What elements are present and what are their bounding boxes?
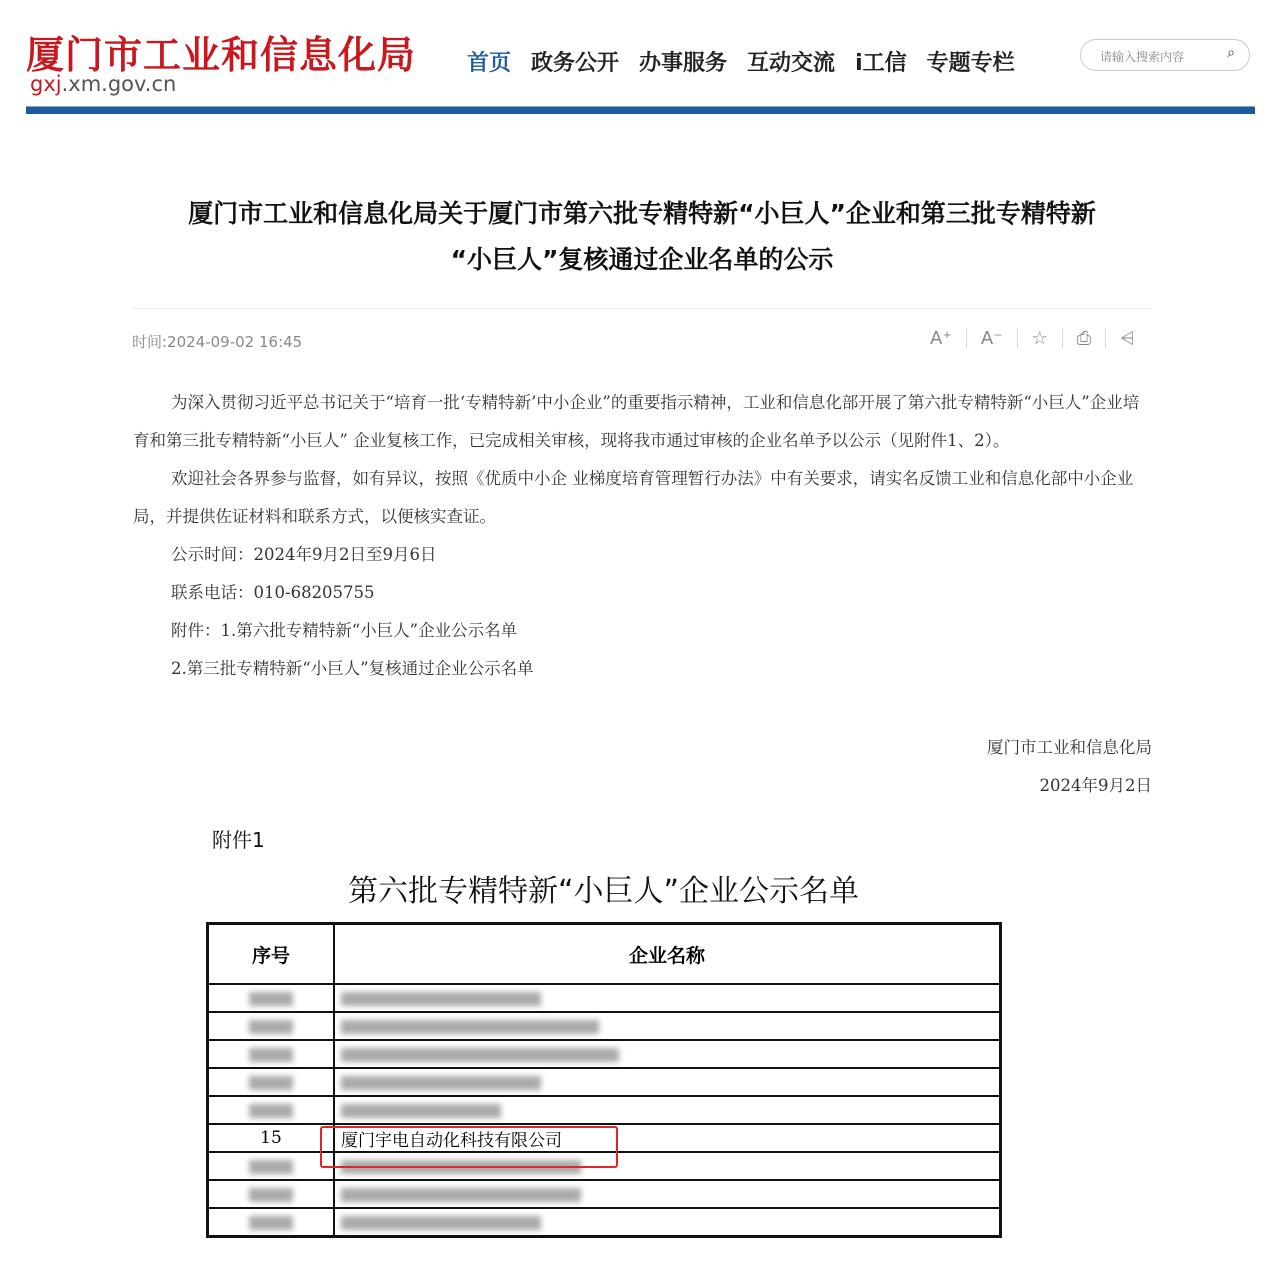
site-url: gxj.xm.gov.cn [30, 72, 177, 96]
signature: 厦门市工业和信息化局 [987, 738, 1152, 757]
attachment-label: 附件1 [212, 828, 265, 852]
paragraph: 2.第三批专精特新“小巨人”复核通过企业公示名单 [171, 659, 534, 678]
blurred-cell [249, 1020, 293, 1034]
article-title-line1: 厦门市工业和信息化局关于厦门市第六批专精特新“小巨人”企业和第三批专精特新 [188, 199, 1096, 228]
table-row [208, 1040, 1001, 1068]
article-title-line2: “小巨人”复核通过企业名单的公示 [450, 245, 834, 274]
attachment-title: 第六批专精特新“小巨人”企业公示名单 [347, 874, 860, 909]
col-header-no: 序号 [208, 924, 335, 985]
blurred-cell [341, 1188, 581, 1202]
nav-topics[interactable]: 专题专栏 [926, 51, 1015, 76]
blurred-cell [341, 1104, 501, 1118]
highlight-box [320, 1126, 618, 1168]
nav-services[interactable]: 办事服务 [639, 51, 728, 76]
blurred-cell [249, 992, 293, 1006]
table-row [208, 984, 1001, 1012]
blurred-cell [341, 1216, 541, 1230]
article-body [133, 384, 1153, 688]
blurred-cell [341, 1076, 541, 1090]
blurred-cell [249, 1076, 293, 1090]
table-row [208, 1012, 1001, 1040]
col-header-name: 企业名称 [334, 924, 1001, 985]
nav-home[interactable]: 首页 [467, 51, 512, 76]
paragraph: 附件：1.第六批专精特新“小巨人”企业公示名单 [171, 621, 518, 640]
blurred-cell [249, 1048, 293, 1062]
nav-igongxin[interactable]: i工信 [855, 51, 907, 76]
table-row [208, 1208, 1001, 1237]
blurred-cell [249, 1216, 293, 1230]
blurred-cell [341, 992, 541, 1006]
search-icon[interactable]: ⌕ [1227, 45, 1235, 61]
company-table [206, 922, 1002, 1238]
blurred-cell [249, 1188, 293, 1202]
search-input[interactable] [1080, 39, 1250, 71]
nav-interaction[interactable]: 互动交流 [747, 51, 836, 76]
main-nav [467, 46, 1015, 77]
company-name: 厦门宇电自动化科技有限公司 [334, 1124, 1001, 1152]
paragraph: 公示时间：2024年9月2日至9月6日 [171, 545, 437, 564]
site-logo[interactable]: 厦门市工业和信息化局 [26, 32, 417, 77]
table-row [208, 1180, 1001, 1208]
row-number: 15 [208, 1124, 335, 1152]
header-divider [26, 106, 1255, 114]
signature-date: 2024年9月2日 [1039, 776, 1152, 795]
font-decrease-icon[interactable]: A⁻ [967, 328, 1018, 349]
favorite-icon[interactable]: ☆ [1018, 328, 1063, 349]
search-placeholder: 请输入搜索内容 [1100, 50, 1185, 64]
paragraph: 为深入贯彻习近平总书记关于“培育一批‘专精特新’中小企业”的重要指示精神，工业和信息化部开展了第六批专精特新“小巨人”企业培育和第三批专精特新“小巨人” 企业复核工作，已完成相关审核，现将我市通过审核的企业名单予以公示（见附件1、2）。 [133, 393, 1140, 450]
blurred-cell [249, 1160, 293, 1174]
share-icon[interactable]: ⩤ [1120, 328, 1135, 349]
blurred-cell [341, 1020, 599, 1034]
blurred-cell [249, 1104, 293, 1118]
paragraph: 欢迎社会各界参与监督，如有异议，按照《优质中小企 业梯度培育管理暂行办法》中有关要求，请实名反馈工业和信息化部中小企业局，并提供佐证材料和联系方式，以便核实查证。 [133, 469, 1134, 526]
article-tools [916, 328, 1149, 349]
publish-time: 时间:2024-09-02 16:45 [132, 333, 303, 351]
table-row [208, 1068, 1001, 1096]
blurred-cell [341, 1048, 619, 1062]
print-icon[interactable]: ⎙ [1063, 328, 1106, 349]
title-divider [131, 308, 1152, 309]
paragraph: 联系电话：010-68205755 [171, 583, 375, 602]
font-increase-icon[interactable]: A⁺ [916, 328, 967, 349]
nav-gov-affairs[interactable]: 政务公开 [531, 51, 620, 76]
table-row [208, 1096, 1001, 1124]
